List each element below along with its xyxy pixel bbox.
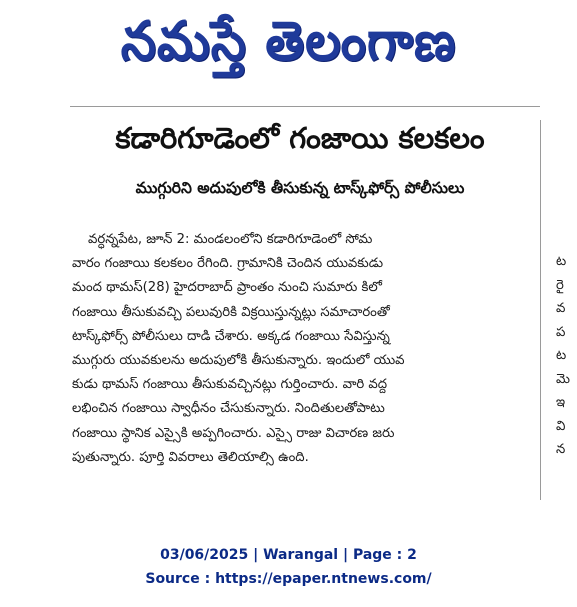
footer-dateline: 03/06/2025 | Warangal | Page : 2 [160,547,417,563]
newspaper-logo: నమస్తే తెలంగాణ [120,9,457,73]
article-body-line: మంద థామస్(28) హైదరాబాద్ ప్రాంతం నుంచి సుమారు కిలో [72,280,382,296]
footer-source: Source : https://epaper.ntnews.com/ [145,571,432,587]
adjacent-column-fragment: వ [556,301,566,316]
adjacent-column-fragment: న [556,442,566,457]
adjacent-column-fragment: ప [556,324,566,340]
article-subheadline: ముగ్గురిని అదుపులోకి తీసుకున్న టాస్క్‌ఫోర్స్ పోలీసులు [135,179,465,197]
column-divider [540,120,541,500]
article-body-line: ముగ్గురు యువకులను అదుపులోకి తీసుకున్నారు. ఇందులో యువ [72,352,405,368]
article-body-line: వర్ధన్నపేట, జూన్ 2: మండలంలోని కడారిగూడెంలో సోమ [88,232,373,247]
article-body-line: లభించిన గంజాయి స్వాధీనం చేసుకున్నారు. నిందితులతోపాటు [72,401,385,417]
article-body-line: వారం గంజాయి కలకలం రేగింది. గ్రామానికి చెందిన యువకుడు [72,256,384,272]
masthead [0,0,577,92]
article-body-line: పుతున్నారు. పూర్తి వివరాలు తెలియాల్సి ఉంది. [72,449,309,465]
article-body-line: టాస్క్‌ఫోర్స్ పోలీసులు దాడి చేశారు. అక్కడ గంజాయి సేవిస్తున్న [72,328,390,344]
adjacent-column-fragment: వి [556,418,566,434]
footer [0,543,577,591]
article-body-line: కుడు థామస్ గంజాయి తీసుకువచ్చినట్లు గుర్తించారు. వారి వద్ద [72,377,388,393]
adjacent-column-fragment: మె [556,371,570,387]
article-body-line: గంజాయి తీసుకువచ్చి పలువురికి విక్రయిస్తున్నట్లు సమాచారంతో [72,304,390,320]
adjacent-column-fragment: ట [556,254,567,269]
adjacent-column-fragment: రై [556,277,564,293]
adjacent-column-fragment: ట [556,348,567,363]
adjacent-column-fragment: ఇ [556,395,566,410]
article-headline: కడారిగూడెంలో గంజాయి కలకలం [115,121,485,155]
adjacent-article-column [556,250,577,462]
article-body [72,228,534,470]
article-body-line: గంజాయి స్థానిక ఎస్సైకి అప్పగించారు. ఎస్సై రాజు విచారణ జరు [72,425,395,441]
top-divider [70,106,540,107]
